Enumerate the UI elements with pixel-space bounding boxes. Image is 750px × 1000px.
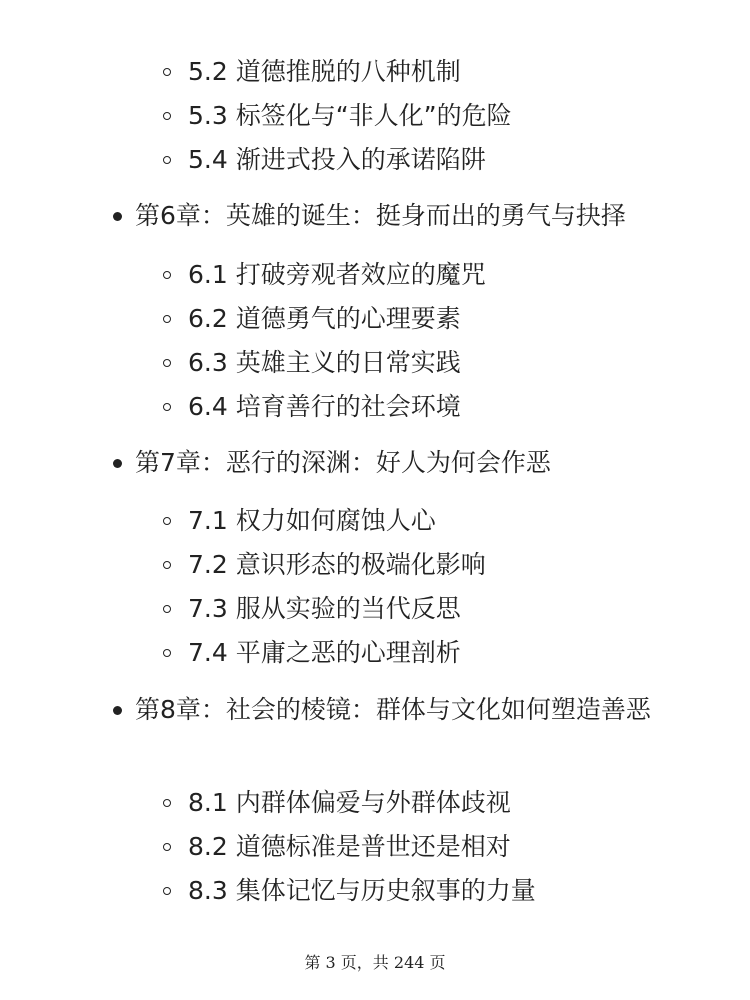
list-item (188, 631, 461, 675)
chapter-heading (135, 196, 675, 236)
list-item (188, 341, 461, 385)
hollow-bullet-icon (163, 359, 171, 367)
list-item-text: 8.2 道德标准是普世还是相对 (188, 832, 511, 861)
list-item-text: 8.3 集体记忆与历史叙事的力量 (188, 876, 536, 905)
list-item (188, 869, 536, 913)
solid-bullet-icon (113, 706, 122, 715)
list-item (188, 50, 461, 94)
list-item (188, 385, 461, 429)
hollow-bullet-icon (163, 649, 171, 657)
chapter-title: 第8章：社会的棱镜：群体与文化如何塑造善恶 (135, 695, 651, 724)
list-item-text: 5.2 道德推脱的八种机制 (188, 57, 461, 86)
chapter-title: 第6章：英雄的诞生：挺身而出的勇气与抉择 (135, 201, 626, 230)
list-item-text: 7.1 权力如何腐蚀人心 (188, 506, 436, 535)
list-item-text: 7.4 平庸之恶的心理剖析 (188, 638, 461, 667)
hollow-bullet-icon (163, 799, 171, 807)
hollow-bullet-icon (163, 517, 171, 525)
list-item-text: 7.3 服从实验的当代反思 (188, 594, 461, 623)
list-item (188, 543, 486, 587)
list-item (188, 587, 461, 631)
list-item-text: 6.2 道德勇气的心理要素 (188, 304, 461, 333)
list-item (188, 94, 512, 138)
hollow-bullet-icon (163, 271, 171, 279)
list-item (188, 499, 436, 543)
solid-bullet-icon (113, 459, 122, 468)
hollow-bullet-icon (163, 843, 171, 851)
hollow-bullet-icon (163, 112, 171, 120)
hollow-bullet-icon (163, 156, 171, 164)
list-item-text: 7.2 意识形态的极端化影响 (188, 550, 486, 579)
list-item-text: 6.1 打破旁观者效应的魔咒 (188, 260, 486, 289)
list-item-text: 6.3 英雄主义的日常实践 (188, 348, 461, 377)
hollow-bullet-icon (163, 315, 171, 323)
chapter-title: 第7章：恶行的深渊：好人为何会作恶 (135, 448, 551, 477)
list-item-text: 5.3 标签化与“非人化”的危险 (188, 101, 512, 130)
solid-bullet-icon (113, 212, 122, 221)
list-item (188, 253, 486, 297)
hollow-bullet-icon (163, 68, 171, 76)
list-item (188, 781, 511, 825)
list-item-text: 5.4 渐进式投入的承诺陷阱 (188, 145, 486, 174)
page-number-footer: 第 3 页，共 244 页 (304, 953, 446, 972)
hollow-bullet-icon (163, 605, 171, 613)
chapter-heading (135, 443, 675, 483)
list-item-text: 8.1 内群体偏爱与外群体歧视 (188, 788, 511, 817)
list-item (188, 138, 486, 182)
list-item (188, 297, 461, 341)
chapter-heading (135, 690, 675, 730)
list-item (188, 825, 511, 869)
hollow-bullet-icon (163, 561, 171, 569)
hollow-bullet-icon (163, 403, 171, 411)
list-item-text: 6.4 培育善行的社会环境 (188, 392, 461, 421)
hollow-bullet-icon (163, 887, 171, 895)
